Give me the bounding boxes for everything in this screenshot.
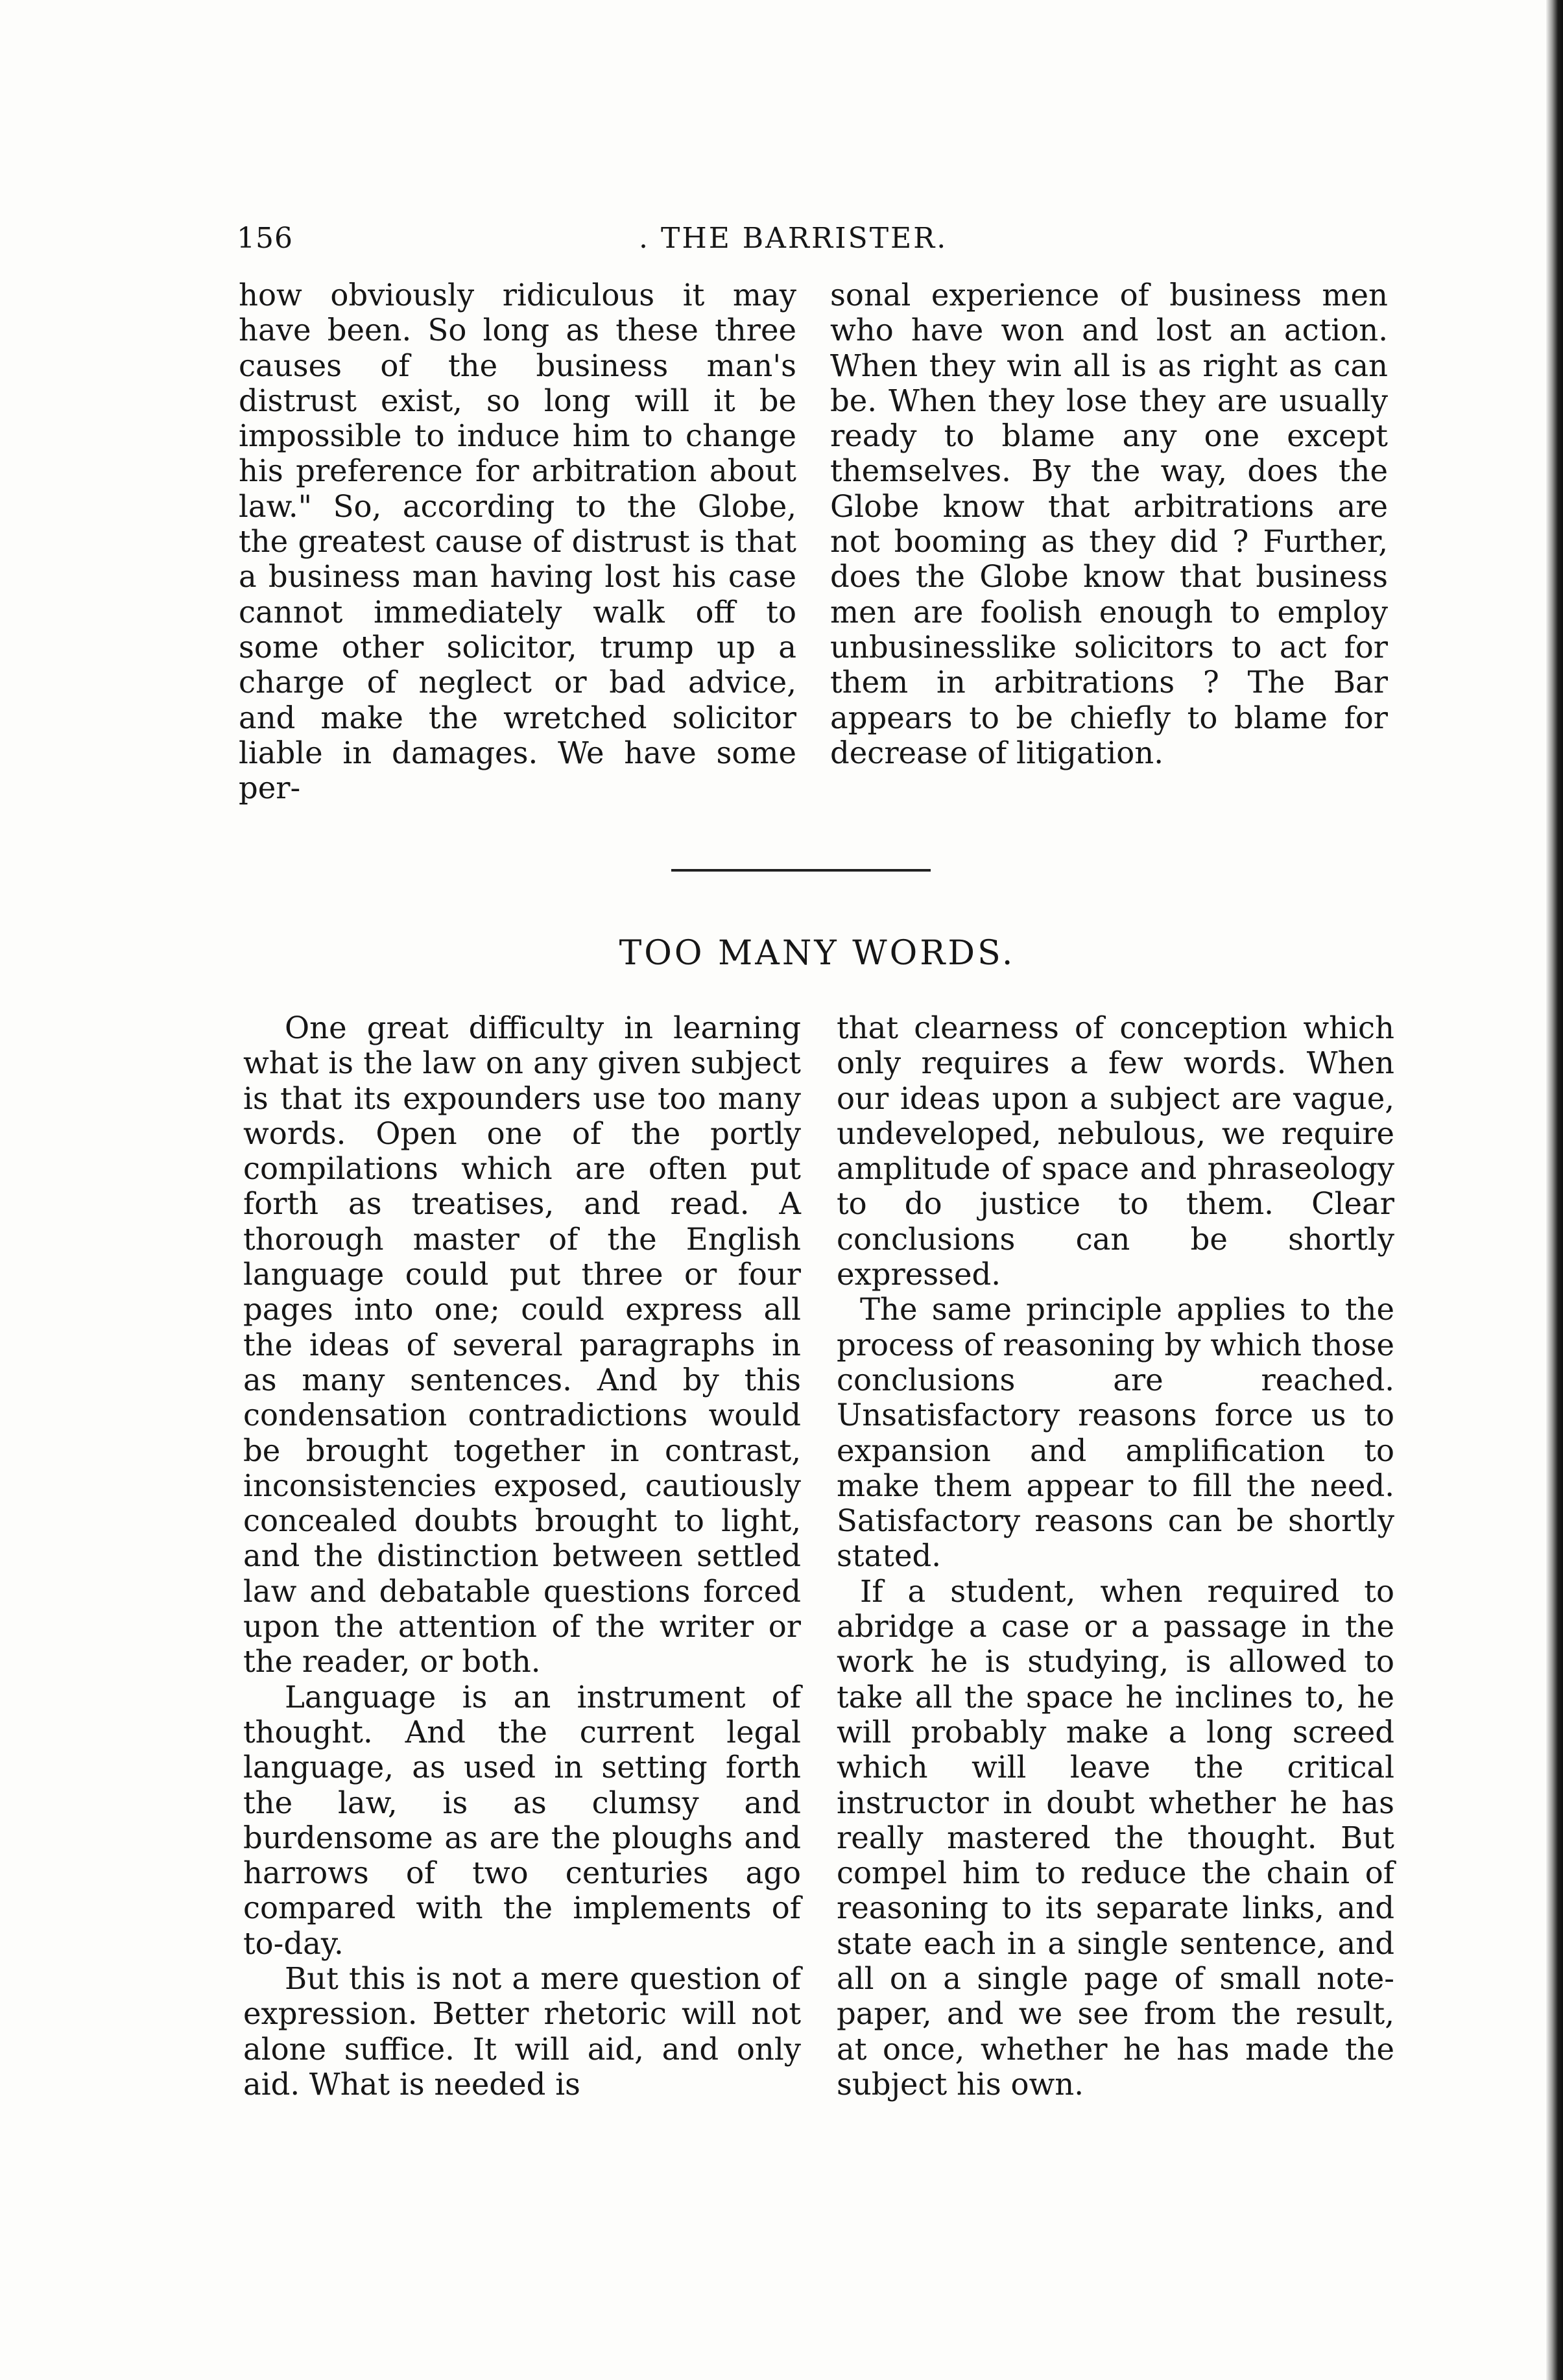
- paragraph: If a student, when required to abridge a case or a passage in the work he is studying, is allowed to take all the space he inclines to, he will probably make a long screed which will leave the critical instructor in doubt whether he has really mastered the thought. But compel him to reduce the chain of reasoning to its separate links, and state each in a single sentence, and all on a single page of small note-paper, and we see from the result, at once, whether he has made the subject his own.: [837, 1573, 1394, 2102]
- paragraph: Language is an instrument of thought. And the current legal language, as used in setting forth the law, is as clumsy and burdensome as are the ploughs and harrows of two centuries ago compared with the implements of to-day.: [243, 1679, 801, 1961]
- paragraph: The same principle applies to the process of reasoning by which those conclusions are reached. Unsatisfactory reasons force us to expansion and amplification to make them appear to fill the need. Satisfactory reasons can be shortly stated.: [837, 1292, 1394, 1574]
- paragraph: sonal experience of business men who have won and lost an action. When they win all is as right as can be. When they lose they are usually ready to blame any one except themselves. By the way, does the Globe know that arbitrations are not booming as they did ? Further, does the Globe know that business men are foolish enough to employ unbusinesslike solicitors to act for them in arbitrations ? The Bar appears to be chiefly to blame for decrease of litigation.: [830, 278, 1388, 770]
- running-head: . THE BARRISTER.: [639, 222, 948, 255]
- page-binding-edge: [1546, 0, 1563, 2380]
- paragraph: One great difficulty in learning what is the law on any given subject is that its expounders use too many words. Open one of the portly compilations which are often put forth as treatises, and read. A thorough master of the English language could put three or four pages into one; could express all the ideas of several paragraphs in as many sentences. And by this condensation contradictions would be brought together in contrast, inconsistencies exposed, cautiously concealed doubts brought to light, and the distinction between settled law and debatable questions forced upon the attention of the writer or the reader, or both.: [243, 1010, 801, 1680]
- page-number: 156: [237, 222, 293, 255]
- paragraph: But this is not a mere question of expression. Better rhetoric will not alone suffice. It will aid, and only aid. What is needed is: [243, 1961, 801, 2102]
- article-right-column: [837, 1010, 1394, 2102]
- article-left-column: [243, 1010, 801, 2102]
- paragraph: how obviously ridiculous it may have been. So long as these three causes of the business man's distrust exist, so long will it be impossible to induce him to change his preference for arbitration about law." So, according to the Globe, the greatest cause of distrust is that a business man having lost his case cannot immediately walk off to some other solicitor, trump up a charge of neglect or bad advice, and make the wretched solicitor liable in damages. We have some per-: [239, 278, 796, 806]
- section-divider: [671, 869, 931, 872]
- page-header: [237, 219, 1378, 265]
- continued-article-right-column: [830, 278, 1388, 770]
- article-title: TOO MANY WORDS.: [619, 934, 1016, 973]
- paragraph: that clearness of conception which only requires a few words. When our ideas upon a subject are vague, undeveloped, nebulous, we require amplitude of space and phraseology to do justice to them. Clear conclusions can be shortly expressed.: [837, 1010, 1394, 1292]
- continued-article-left-column: [239, 278, 796, 805]
